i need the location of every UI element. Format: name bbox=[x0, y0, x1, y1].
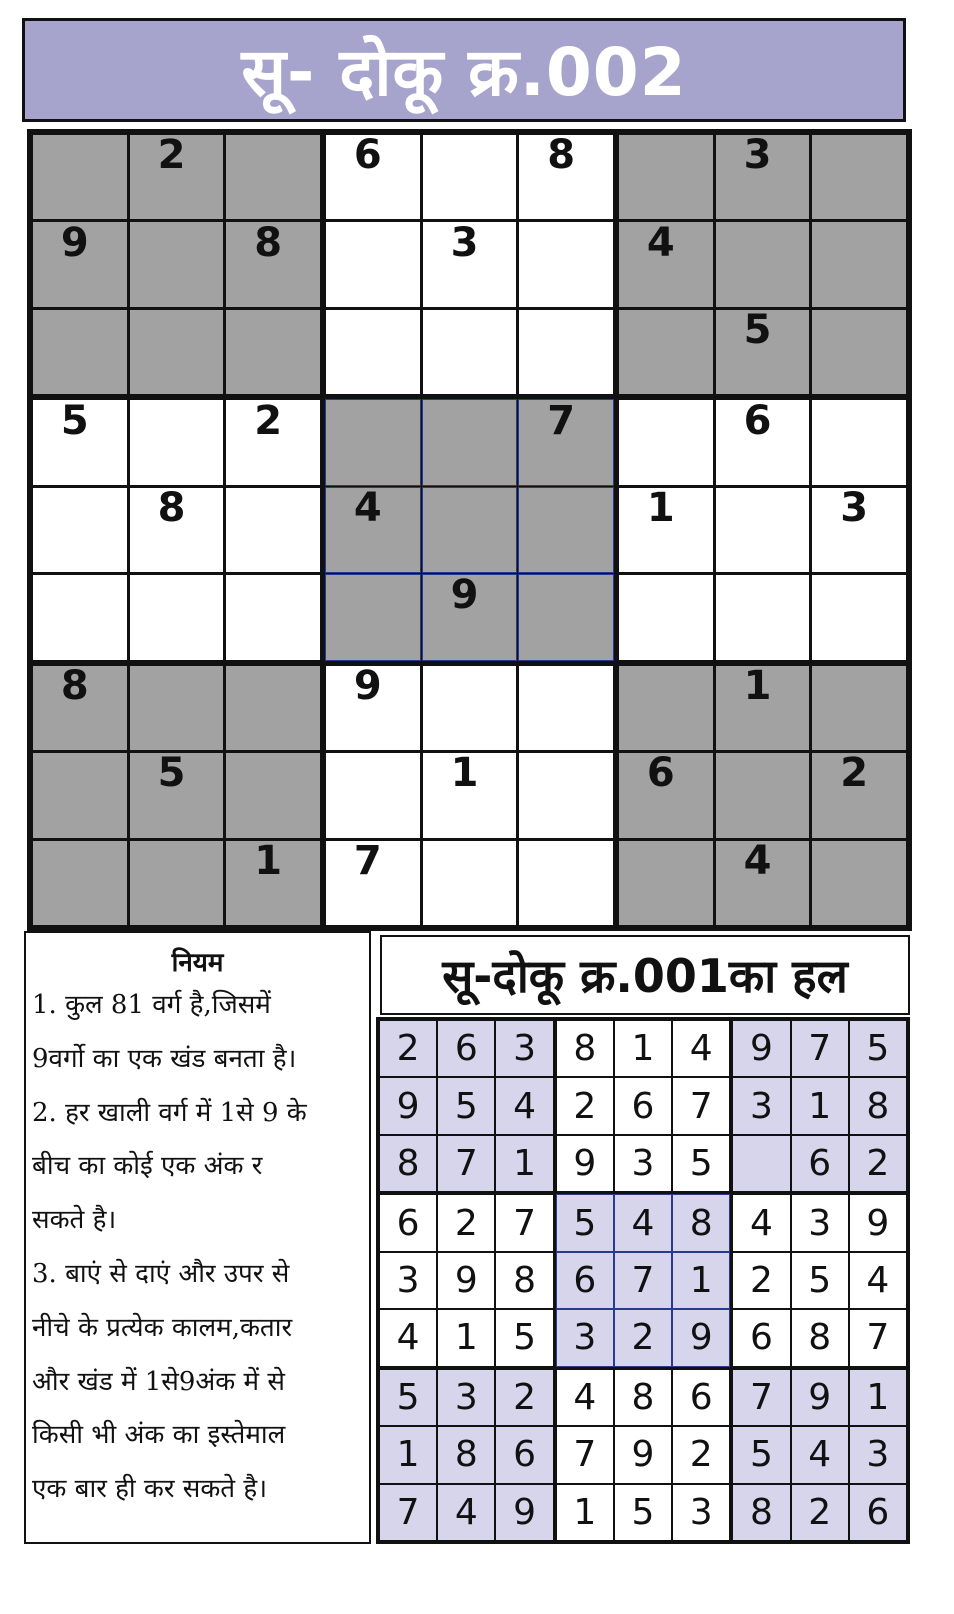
cell-digit: 5 bbox=[689, 1143, 713, 1185]
solution-cell bbox=[615, 1078, 671, 1133]
cell-digit: 3 bbox=[808, 1202, 832, 1244]
puzzle-cell bbox=[716, 753, 810, 837]
solution-cell bbox=[438, 1485, 494, 1540]
cell-digit: 7 bbox=[396, 1491, 420, 1533]
cell-digit: 7 bbox=[749, 1376, 773, 1418]
rules-panel bbox=[24, 931, 371, 1544]
cell-digit: 9 bbox=[573, 1143, 597, 1185]
solution-cell bbox=[496, 1485, 552, 1540]
cell-digit: 4 bbox=[513, 1085, 536, 1127]
puzzle-cell bbox=[519, 753, 613, 837]
solution-cell bbox=[557, 1485, 613, 1540]
solution-cell bbox=[615, 1370, 671, 1425]
rules-line: एक बार ही कर सकते है। bbox=[32, 1474, 268, 1505]
puzzle-cell bbox=[716, 397, 810, 484]
puzzle-cell bbox=[226, 666, 320, 750]
solution-cell bbox=[615, 1485, 671, 1540]
puzzle-cell bbox=[33, 841, 127, 925]
solution-cell bbox=[496, 1195, 552, 1250]
cell-digit: 2 bbox=[157, 132, 186, 179]
solution-cell bbox=[496, 1136, 552, 1191]
cell-digit: 5 bbox=[60, 397, 89, 444]
puzzle-cell bbox=[716, 222, 810, 306]
puzzle-cell bbox=[423, 841, 517, 925]
cell-digit: 4 bbox=[454, 1491, 478, 1533]
puzzle-cell bbox=[519, 397, 613, 484]
solution-cell bbox=[850, 1021, 906, 1076]
rules-line: 1. कुल 81 वर्ग है,जिसमें bbox=[32, 990, 271, 1020]
solution-cell bbox=[615, 1195, 671, 1250]
puzzle-cell bbox=[226, 488, 320, 572]
sudoku-puzzle-grid bbox=[27, 129, 912, 931]
puzzle-cell bbox=[226, 397, 320, 484]
puzzle-cell bbox=[519, 310, 613, 394]
cell-digit: 9 bbox=[353, 662, 382, 709]
cell-digit: 5 bbox=[749, 1434, 773, 1476]
puzzle-cell bbox=[619, 841, 713, 925]
solution-cell bbox=[733, 1370, 789, 1425]
puzzle-cell bbox=[326, 662, 420, 750]
puzzle-cell bbox=[226, 135, 320, 219]
puzzle-cell bbox=[716, 132, 810, 219]
cell-digit: 9 bbox=[749, 1028, 773, 1070]
solution-cell bbox=[615, 1310, 671, 1365]
cell-digit: 6 bbox=[808, 1143, 832, 1185]
puzzle-cell bbox=[130, 575, 224, 659]
solution-cell bbox=[557, 1195, 613, 1250]
puzzle-cell bbox=[226, 575, 320, 659]
puzzle-cell bbox=[33, 575, 127, 659]
solution-cell bbox=[792, 1485, 848, 1540]
cell-digit: 8 bbox=[396, 1143, 420, 1185]
puzzle-cell bbox=[716, 837, 810, 925]
solution-cell bbox=[733, 1078, 789, 1133]
solution-cell bbox=[380, 1021, 436, 1076]
solution-cell bbox=[615, 1253, 671, 1308]
cell-digit: 8 bbox=[547, 132, 576, 179]
solution-cell bbox=[438, 1370, 494, 1425]
cell-digit: 7 bbox=[353, 837, 382, 884]
cell-digit: 4 bbox=[353, 484, 382, 531]
cell-digit: 4 bbox=[866, 1259, 890, 1301]
rules-heading: नियम bbox=[171, 948, 224, 978]
puzzle-cell bbox=[226, 837, 320, 925]
puzzle-cell bbox=[423, 572, 517, 659]
cell-digit: 1 bbox=[808, 1085, 832, 1127]
cell-digit: 3 bbox=[631, 1143, 655, 1185]
puzzle-cell bbox=[33, 488, 127, 572]
puzzle-cell bbox=[130, 484, 224, 572]
solution-cell bbox=[438, 1310, 494, 1365]
cell-digit: 7 bbox=[573, 1434, 597, 1476]
solution-cell bbox=[792, 1427, 848, 1482]
puzzle-cell bbox=[33, 310, 127, 394]
puzzle-cell bbox=[326, 837, 420, 925]
cell-digit: 4 bbox=[573, 1376, 597, 1418]
solution-title: सू-दोकू क्र.001का हल bbox=[380, 935, 910, 1015]
cell-digit: 3 bbox=[689, 1491, 713, 1533]
cell-digit: 6 bbox=[743, 397, 772, 444]
solution-cell bbox=[792, 1310, 848, 1365]
solution-cell bbox=[438, 1195, 494, 1250]
puzzle-cell bbox=[423, 488, 517, 572]
puzzle-cell bbox=[226, 219, 320, 306]
cell-digit: 7 bbox=[454, 1143, 478, 1185]
cell-digit: 2 bbox=[631, 1317, 655, 1359]
rules-line: किसी भी अंक का इस्तेमाल bbox=[32, 1420, 286, 1451]
puzzle-cell bbox=[423, 750, 517, 837]
solution-cell bbox=[850, 1427, 906, 1482]
solution-cell bbox=[733, 1253, 789, 1308]
solution-cell bbox=[496, 1078, 552, 1133]
puzzle-cell bbox=[130, 750, 224, 837]
solution-cell bbox=[496, 1253, 552, 1308]
cell-digit: 5 bbox=[866, 1028, 890, 1070]
solution-cell bbox=[850, 1078, 906, 1133]
cell-digit: 1 bbox=[689, 1259, 713, 1301]
cell-digit: 5 bbox=[157, 750, 186, 797]
puzzle-cell bbox=[130, 400, 224, 484]
solution-cell bbox=[557, 1021, 613, 1076]
cell-digit: 7 bbox=[547, 397, 576, 444]
puzzle-cell bbox=[812, 310, 906, 394]
rules-line: बीच का कोई एक अंक र bbox=[32, 1151, 263, 1182]
solution-cell bbox=[673, 1136, 729, 1191]
cell-digit: 5 bbox=[454, 1085, 478, 1127]
cell-digit: 1 bbox=[454, 1317, 478, 1359]
puzzle-cell bbox=[812, 575, 906, 659]
solution-cell bbox=[615, 1427, 671, 1482]
solution-cell bbox=[615, 1136, 671, 1191]
puzzle-cell bbox=[519, 222, 613, 306]
title-banner bbox=[22, 18, 906, 122]
cell-digit: 6 bbox=[631, 1085, 655, 1127]
solution-cell bbox=[557, 1370, 613, 1425]
solution-cell bbox=[792, 1078, 848, 1133]
puzzle-cell bbox=[326, 484, 420, 572]
solution-cell bbox=[380, 1310, 436, 1365]
solution-cell bbox=[733, 1195, 789, 1250]
puzzle-cell bbox=[326, 132, 420, 219]
solution-cell bbox=[792, 1136, 848, 1191]
puzzle-cell bbox=[619, 400, 713, 484]
cell-digit: 9 bbox=[454, 1259, 478, 1301]
cell-digit: 2 bbox=[808, 1491, 832, 1533]
cell-digit: 8 bbox=[157, 484, 186, 531]
puzzle-cell bbox=[33, 662, 127, 750]
cell-digit: 9 bbox=[60, 219, 89, 266]
solution-cell bbox=[673, 1021, 729, 1076]
cell-digit: 6 bbox=[646, 750, 675, 797]
cell-digit: 9 bbox=[866, 1202, 890, 1244]
cell-digit: 9 bbox=[513, 1491, 536, 1533]
cell-digit: 7 bbox=[689, 1085, 713, 1127]
cell-digit: 3 bbox=[454, 1376, 478, 1418]
puzzle-cell bbox=[812, 841, 906, 925]
solution-cell bbox=[496, 1021, 552, 1076]
cell-digit: 5 bbox=[808, 1259, 832, 1301]
solution-cell bbox=[557, 1253, 613, 1308]
cell-digit: 1 bbox=[254, 837, 283, 884]
sudoku-solution-grid bbox=[376, 1017, 910, 1544]
solution-cell bbox=[615, 1021, 671, 1076]
puzzle-cell bbox=[812, 400, 906, 484]
cell-digit: 6 bbox=[749, 1317, 773, 1359]
puzzle-cell bbox=[519, 132, 613, 219]
cell-digit: 8 bbox=[749, 1491, 773, 1533]
puzzle-cell bbox=[519, 841, 613, 925]
cell-digit: 5 bbox=[631, 1491, 655, 1533]
rules-line: और खंड में 1से9अंक में से bbox=[32, 1366, 285, 1397]
cell-digit: 4 bbox=[743, 837, 772, 884]
cell-digit: 2 bbox=[254, 397, 283, 444]
cell-digit: 5 bbox=[743, 307, 772, 354]
solution-cell bbox=[496, 1370, 552, 1425]
solution-cell bbox=[438, 1136, 494, 1191]
cell-digit: 9 bbox=[450, 572, 479, 619]
solution-cell bbox=[380, 1195, 436, 1250]
puzzle-cell bbox=[716, 662, 810, 750]
cell-digit: 3 bbox=[450, 219, 479, 266]
solution-cell bbox=[673, 1253, 729, 1308]
cell-digit: 2 bbox=[749, 1259, 773, 1301]
rules-line: 2. हर खाली वर्ग में 1से 9 के bbox=[32, 1097, 307, 1128]
cell-digit: 4 bbox=[631, 1202, 655, 1244]
solution-cell bbox=[673, 1195, 729, 1250]
cell-digit: 3 bbox=[866, 1434, 890, 1476]
cell-digit: 8 bbox=[454, 1434, 478, 1476]
solution-cell bbox=[438, 1078, 494, 1133]
cell-digit: 3 bbox=[749, 1085, 773, 1127]
puzzle-cell bbox=[130, 132, 224, 219]
solution-cell bbox=[380, 1370, 436, 1425]
solution-cell bbox=[733, 1021, 789, 1076]
puzzle-cell bbox=[519, 575, 613, 659]
solution-cell bbox=[557, 1427, 613, 1482]
puzzle-cell bbox=[130, 222, 224, 306]
cell-digit: 1 bbox=[513, 1143, 536, 1185]
solution-cell bbox=[733, 1427, 789, 1482]
puzzle-title: सू- दोकू क्र.002 bbox=[241, 34, 687, 111]
cell-digit: 7 bbox=[631, 1259, 655, 1301]
cell-digit: 4 bbox=[689, 1028, 713, 1070]
cell-digit: 7 bbox=[866, 1317, 890, 1359]
solution-cell bbox=[438, 1427, 494, 1482]
cell-digit: 2 bbox=[573, 1085, 597, 1127]
cell-digit: 9 bbox=[631, 1434, 655, 1476]
solution-cell bbox=[557, 1136, 613, 1191]
cell-digit: 5 bbox=[573, 1202, 597, 1244]
cell-digit: 8 bbox=[631, 1376, 655, 1418]
solution-cell bbox=[850, 1370, 906, 1425]
cell-digit: 3 bbox=[573, 1317, 597, 1359]
puzzle-cell bbox=[812, 666, 906, 750]
puzzle-cell bbox=[33, 753, 127, 837]
solution-cell bbox=[792, 1370, 848, 1425]
puzzle-cell bbox=[423, 666, 517, 750]
cell-digit: 8 bbox=[808, 1317, 832, 1359]
puzzle-cell bbox=[326, 575, 420, 659]
solution-cell bbox=[496, 1427, 552, 1482]
cell-digit: 2 bbox=[689, 1434, 713, 1476]
solution-cell bbox=[673, 1427, 729, 1482]
cell-digit: 2 bbox=[396, 1028, 420, 1070]
puzzle-cell bbox=[226, 310, 320, 394]
rules-line: नीचे के प्रत्येक कालम,कतार bbox=[32, 1312, 293, 1343]
cell-digit: 4 bbox=[396, 1317, 420, 1359]
puzzle-cell bbox=[619, 575, 713, 659]
solution-cell bbox=[380, 1485, 436, 1540]
cell-digit: 3 bbox=[396, 1259, 420, 1301]
puzzle-cell bbox=[423, 400, 517, 484]
puzzle-cell bbox=[619, 484, 713, 572]
cell-digit: 6 bbox=[573, 1259, 597, 1301]
solution-cell bbox=[380, 1427, 436, 1482]
cell-digit: 6 bbox=[513, 1434, 536, 1476]
solution-cell bbox=[438, 1021, 494, 1076]
cell-digit: 2 bbox=[866, 1143, 890, 1185]
solution-cell bbox=[850, 1253, 906, 1308]
cell-digit: 5 bbox=[396, 1376, 420, 1418]
puzzle-cell bbox=[326, 310, 420, 394]
cell-digit: 1 bbox=[631, 1028, 655, 1070]
cell-digit: 3 bbox=[840, 484, 869, 531]
cell-digit: 9 bbox=[808, 1376, 832, 1418]
puzzle-cell bbox=[423, 135, 517, 219]
solution-cell bbox=[557, 1078, 613, 1133]
solution-cell bbox=[792, 1021, 848, 1076]
puzzle-cell bbox=[716, 307, 810, 394]
puzzle-cell bbox=[812, 750, 906, 837]
cell-digit: 6 bbox=[454, 1028, 478, 1070]
rules-line: 3. बाएं से दाएं और उपर से bbox=[32, 1258, 290, 1289]
puzzle-cell bbox=[326, 222, 420, 306]
cell-digit: 2 bbox=[454, 1202, 478, 1244]
puzzle-cell bbox=[423, 310, 517, 394]
cell-digit: 8 bbox=[254, 219, 283, 266]
cell-digit: 8 bbox=[60, 662, 89, 709]
solution-cell bbox=[733, 1136, 789, 1191]
puzzle-cell bbox=[423, 219, 517, 306]
solution-cell bbox=[673, 1078, 729, 1133]
solution-cell bbox=[496, 1310, 552, 1365]
cell-digit: 8 bbox=[689, 1202, 713, 1244]
solution-cell bbox=[733, 1310, 789, 1365]
puzzle-cell bbox=[519, 666, 613, 750]
rules-line: 9वर्गो का एक खंड बनता है। bbox=[32, 1043, 297, 1074]
cell-digit: 8 bbox=[573, 1028, 597, 1070]
cell-digit: 6 bbox=[689, 1376, 713, 1418]
cell-digit: 4 bbox=[749, 1202, 773, 1244]
cell-digit: 8 bbox=[866, 1085, 890, 1127]
puzzle-cell bbox=[130, 310, 224, 394]
puzzle-cell bbox=[812, 222, 906, 306]
cell-digit: 6 bbox=[353, 132, 382, 179]
puzzle-cell bbox=[33, 135, 127, 219]
solution-cell bbox=[733, 1485, 789, 1540]
cell-digit: 8 bbox=[513, 1259, 536, 1301]
puzzle-cell bbox=[326, 753, 420, 837]
solution-cell bbox=[792, 1253, 848, 1308]
puzzle-cell bbox=[130, 841, 224, 925]
puzzle-cell bbox=[812, 135, 906, 219]
cell-digit: 7 bbox=[808, 1028, 832, 1070]
solution-cell bbox=[850, 1485, 906, 1540]
solution-cell bbox=[380, 1078, 436, 1133]
puzzle-cell bbox=[619, 666, 713, 750]
solution-cell bbox=[438, 1253, 494, 1308]
puzzle-cell bbox=[226, 753, 320, 837]
puzzle-cell bbox=[33, 397, 127, 484]
solution-cell bbox=[792, 1195, 848, 1250]
puzzle-cell bbox=[519, 488, 613, 572]
cell-digit: 5 bbox=[513, 1317, 536, 1359]
cell-digit: 6 bbox=[396, 1202, 420, 1244]
cell-digit: 1 bbox=[450, 750, 479, 797]
puzzle-cell bbox=[33, 219, 127, 306]
solution-cell bbox=[850, 1310, 906, 1365]
cell-digit: 3 bbox=[513, 1028, 536, 1070]
cell-digit: 1 bbox=[866, 1376, 890, 1418]
puzzle-cell bbox=[130, 666, 224, 750]
rules-line: सकते है। bbox=[32, 1205, 117, 1236]
solution-cell bbox=[673, 1485, 729, 1540]
solution-cell bbox=[557, 1310, 613, 1365]
puzzle-cell bbox=[619, 310, 713, 394]
puzzle-cell bbox=[716, 488, 810, 572]
solution-cell bbox=[850, 1195, 906, 1250]
cell-digit: 7 bbox=[513, 1202, 536, 1244]
cell-digit: 9 bbox=[689, 1317, 713, 1359]
puzzle-cell bbox=[812, 484, 906, 572]
solution-cell bbox=[673, 1370, 729, 1425]
puzzle-cell bbox=[619, 750, 713, 837]
cell-digit: 3 bbox=[743, 132, 772, 179]
cell-digit: 9 bbox=[396, 1085, 420, 1127]
solution-cell bbox=[380, 1253, 436, 1308]
solution-cell bbox=[850, 1136, 906, 1191]
solution-cell bbox=[673, 1310, 729, 1365]
puzzle-cell bbox=[326, 400, 420, 484]
cell-digit: 1 bbox=[573, 1491, 597, 1533]
cell-digit: 1 bbox=[646, 484, 675, 531]
puzzle-cell bbox=[619, 219, 713, 306]
cell-digit: 4 bbox=[808, 1434, 832, 1476]
cell-digit: 6 bbox=[866, 1491, 890, 1533]
cell-digit: 1 bbox=[396, 1434, 420, 1476]
cell-digit: 2 bbox=[840, 750, 869, 797]
cell-digit: 4 bbox=[646, 219, 675, 266]
puzzle-cell bbox=[619, 135, 713, 219]
solution-cell bbox=[380, 1136, 436, 1191]
puzzle-cell bbox=[716, 575, 810, 659]
cell-digit: 2 bbox=[513, 1376, 536, 1418]
cell-digit: 1 bbox=[743, 662, 772, 709]
